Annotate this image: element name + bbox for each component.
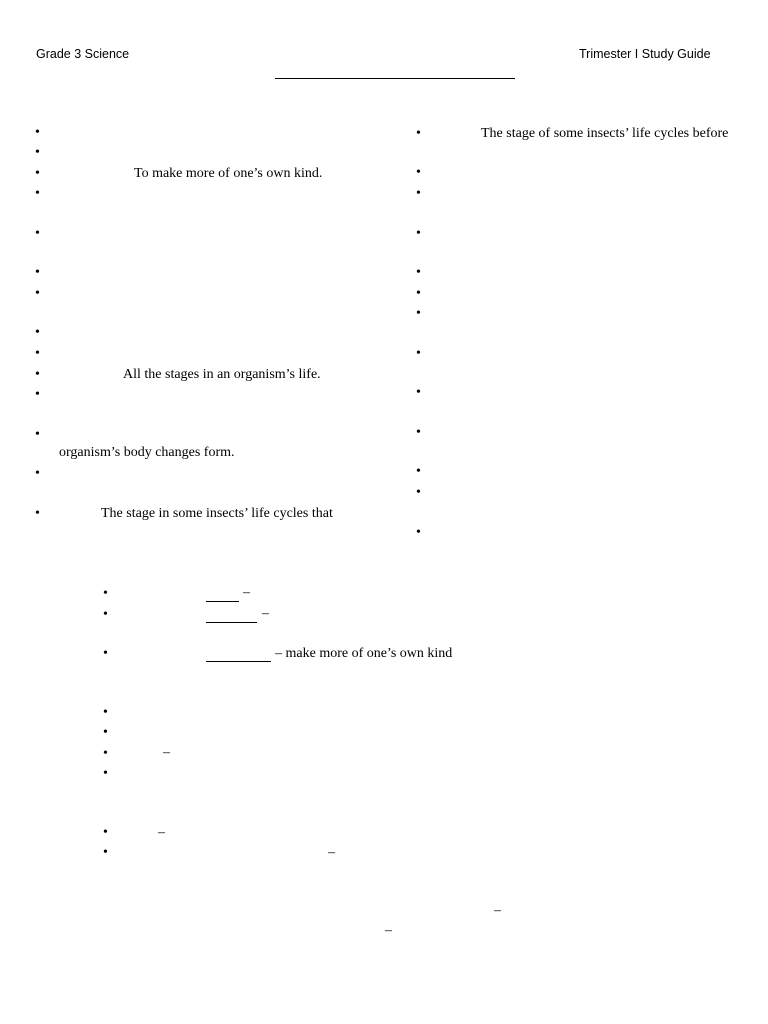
dash-text: – xyxy=(494,903,501,918)
bullet-icon: • xyxy=(416,346,421,361)
bullet-icon: • xyxy=(35,325,40,340)
bullet-icon: • xyxy=(35,226,40,241)
dash-text: – xyxy=(385,923,392,938)
answer-blank[interactable] xyxy=(206,589,239,602)
title-blank-line xyxy=(275,78,515,79)
bullet-icon: • xyxy=(35,367,40,382)
bullet-icon: • xyxy=(416,385,421,400)
answer-blank[interactable] xyxy=(206,610,257,623)
bullet-icon: • xyxy=(35,265,40,280)
bullet-icon: • xyxy=(416,306,421,321)
life-cycle-definition: All the stages in an organism’s life. xyxy=(123,367,321,382)
larva-definition: The stage in some insects’ life cycles that xyxy=(101,506,333,521)
bullet-icon: • xyxy=(416,525,421,540)
bullet-icon: • xyxy=(416,165,421,180)
bullet-icon: • xyxy=(35,427,40,442)
dash-text: – xyxy=(163,745,170,760)
bullet-icon: • xyxy=(35,346,40,361)
bullet-icon: • xyxy=(416,286,421,301)
course-title: Grade 3 Science xyxy=(36,47,130,61)
bullet-icon: • xyxy=(416,226,421,241)
bullet-icon: • xyxy=(103,705,108,720)
reproduce-definition: To make more of one’s own kind. xyxy=(134,166,323,181)
bullet-icon: • xyxy=(35,145,40,160)
dash-text: – xyxy=(158,825,165,840)
answer-blank[interactable] xyxy=(206,649,271,662)
bullet-icon: • xyxy=(35,506,40,521)
bullet-icon: • xyxy=(103,646,108,661)
bullet-icon: • xyxy=(416,186,421,201)
metamorphosis-definition: organism’s body changes form. xyxy=(59,445,235,460)
bullet-icon: • xyxy=(416,425,421,440)
bullet-icon: • xyxy=(35,166,40,181)
bullet-icon: • xyxy=(103,607,108,622)
bullet-icon: • xyxy=(103,586,108,601)
bullet-icon: • xyxy=(103,725,108,740)
bullet-icon: • xyxy=(103,766,108,781)
bullet-icon: • xyxy=(35,466,40,481)
dash-text: – xyxy=(262,606,269,621)
bullet-icon: • xyxy=(103,825,108,840)
bullet-icon: • xyxy=(416,464,421,479)
bullet-icon: • xyxy=(35,387,40,402)
document-title: Trimester I Study Guide xyxy=(579,47,711,61)
bullet-icon: • xyxy=(35,125,40,140)
pupa-definition: The stage of some insects’ life cycles before xyxy=(481,126,729,141)
bullet-icon: • xyxy=(35,286,40,301)
bullet-icon: • xyxy=(35,186,40,201)
dash-text: – xyxy=(243,585,250,600)
bullet-icon: • xyxy=(103,746,108,761)
bullet-icon: • xyxy=(416,126,421,141)
dash-text: – xyxy=(328,845,335,860)
bullet-icon: • xyxy=(416,485,421,500)
bullet-icon: • xyxy=(103,845,108,860)
reproduce-clue: – make more of one’s own kind xyxy=(275,646,453,661)
bullet-icon: • xyxy=(416,265,421,280)
